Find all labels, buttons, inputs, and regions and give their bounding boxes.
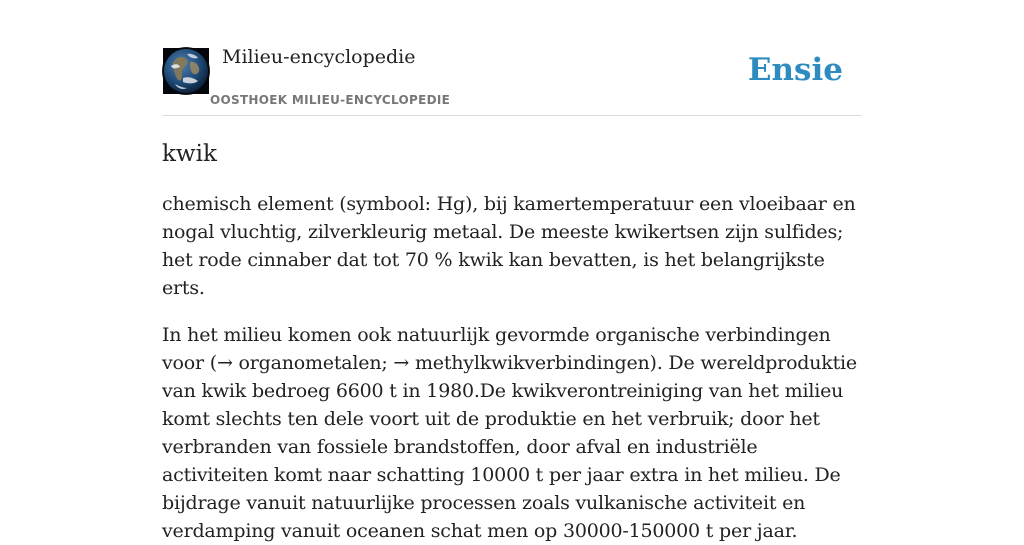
header-divider [162, 115, 862, 116]
site-title[interactable]: Milieu-encyclopedie [222, 46, 416, 68]
article-title: kwik [162, 141, 217, 167]
site-subtitle: OOSTHOEK MILIEU-ENCYCLOPEDIE [210, 93, 451, 107]
header [162, 46, 862, 116]
earth-globe-icon[interactable] [162, 47, 210, 95]
article-paragraph: chemisch element (symbool: Hg), bij kamertemperatuur een vloeibaar en nogal vluchtig, zilverkleurig metaal. De meeste kwikertsen zijn sulfides; het rode cinnaber dat tot 70 % kwik kan bevatten, is het belangrijkste erts. [162, 193, 856, 299]
brand-logo[interactable]: Ensie [747, 52, 843, 88]
article-paragraph: In het milieu komen ook natuurlijk gevormde organische verbindingen voor (→ organometalen; → methylkwikverbindingen). De wereldproduktie van kwik bedroeg 6600 t in 1980.De kwikverontreiniging van het milieu komt slechts ten dele voort uit de produktie en het verbruik; door het verbranden van fossiele brandstoffen, door afval en industriële activiteiten komt naar schatting 10000 t per jaar extra in het milieu. De bijdrage vanuit natuurlijke processen zoals vulkanische activiteit en verdamping vanuit oceanen schat men op 30000-150000 t per jaar. [162, 324, 857, 542]
article [162, 138, 862, 545]
